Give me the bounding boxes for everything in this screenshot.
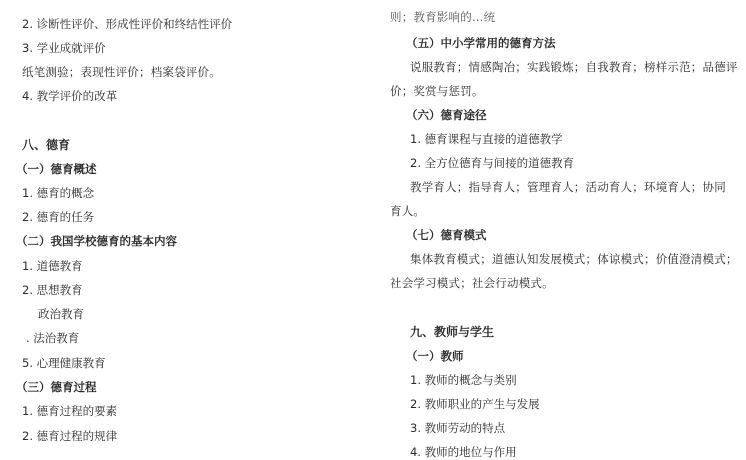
list-item: 2. 德育的任务 [22,210,95,224]
list-item: 1. 道德教育 [22,259,83,273]
list-item: 3. 学业成就评价 [22,41,106,55]
list-item: . 法治教育 [26,331,80,345]
list-item: 3. 教师劳动的特点 [410,421,506,435]
list-item: 5. 心理健康教育 [22,356,106,370]
paragraph-text: 说服教育；情感陶冶；实践锻炼；自我教育；榜样示范；品德评 [410,60,738,74]
list-item: 2. 教师职业的产生与发展 [410,397,540,411]
list-item: 1. 德育过程的要素 [22,404,118,418]
list-item: 2. 德育过程的规律 [22,429,118,443]
list-item: 政治教育 [38,307,84,321]
section-heading: 八、德育 [22,138,71,152]
paragraph-text: 育人。 [390,204,426,218]
subsection-heading: （六）德育途径 [406,108,487,122]
paragraph-text: 社会学习模式；社会行动模式。 [390,276,554,290]
paragraph-text: 价；奖赏与惩罚。 [390,84,484,98]
list-item: 4. 教师的地位与作用 [410,445,517,459]
paragraph-text: 则；教育影响的…统 [390,10,496,24]
section-heading: 九、教师与学生 [410,325,495,339]
paragraph-text: 教学育人；指导育人；管理育人；活动育人；环境育人；协同 [410,180,726,194]
subsection-heading: （二）我国学校德育的基本内容 [16,234,177,248]
list-item: 2. 思想教育 [22,283,83,297]
list-item: 1. 德育的概念 [22,186,95,200]
list-item: 1. 教师的概念与类别 [410,373,517,387]
subsection-heading: （五）中小学常用的德育方法 [406,36,556,50]
paragraph-text: 纸笔测验；表现性评价；档案袋评价。 [22,65,221,79]
list-item: 1. 德育课程与直接的道德教学 [410,132,563,146]
subsection-heading: （三）德育过程 [16,380,97,394]
paragraph-text: 集体教育模式；道德认知发展模式；体谅模式；价值澄清模式； [410,252,738,266]
subsection-heading: （一）教师 [406,349,464,363]
subsection-heading: （一）德育概述 [16,162,97,176]
list-item: 4. 教学评价的改革 [22,89,118,103]
list-item: 2. 诊断性评价、形成性评价和终结性评价 [22,17,233,31]
subsection-heading: （七）德育模式 [406,228,487,242]
list-item: 2. 全方位德育与间接的道德教育 [410,156,575,170]
